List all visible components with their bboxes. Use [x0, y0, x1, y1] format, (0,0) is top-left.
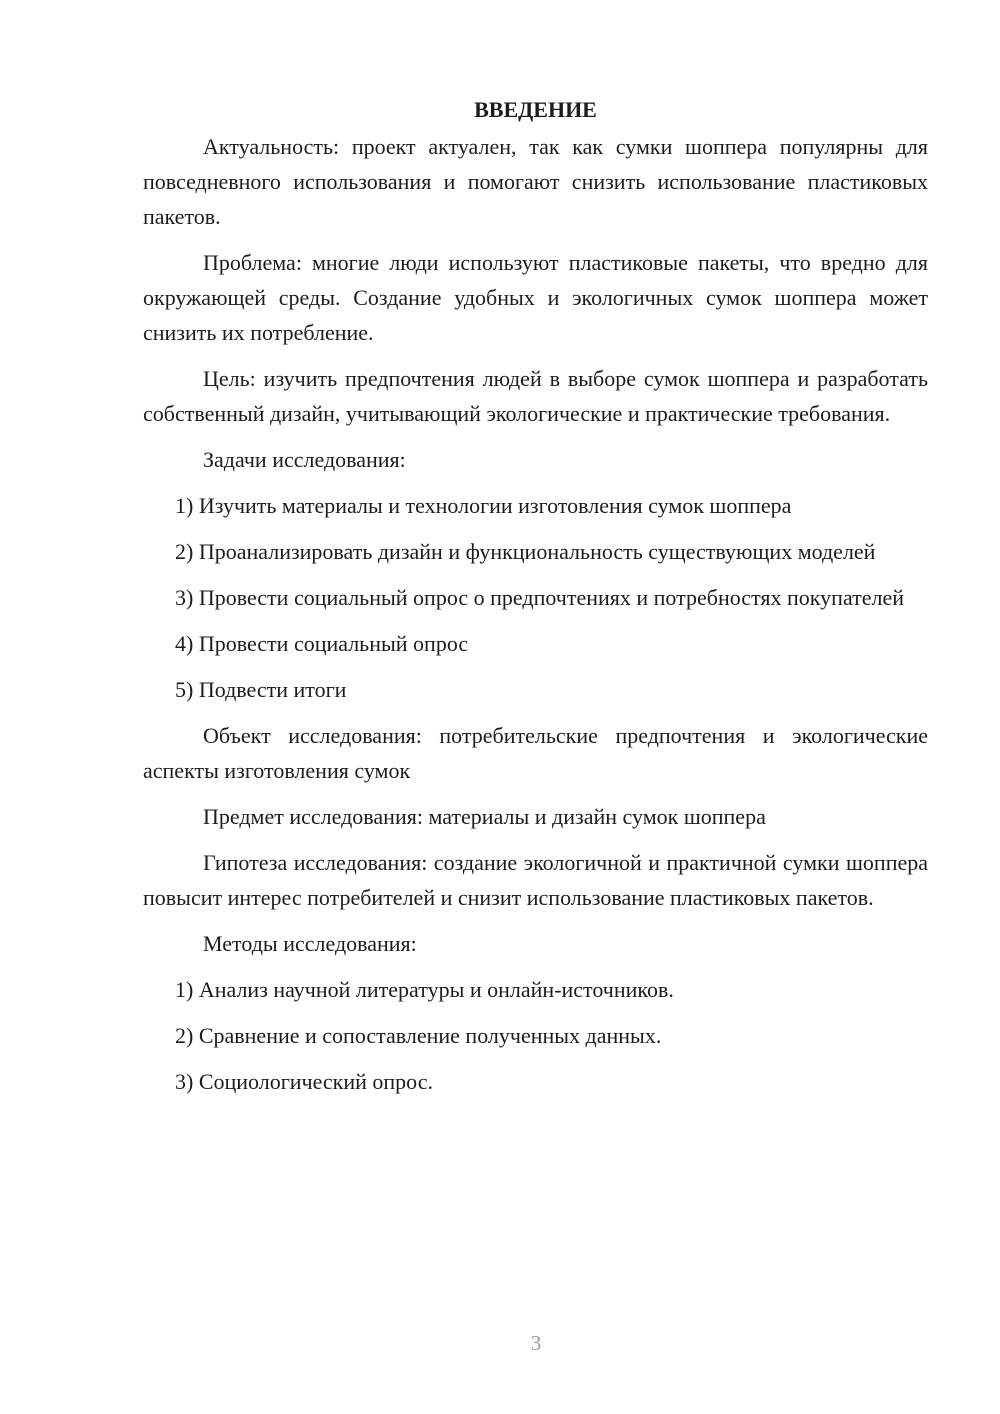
task-item-2: 2) Проанализировать дизайн и функциональность существующих моделей: [175, 539, 876, 564]
task-item-4: 4) Провести социальный опрос: [175, 631, 469, 656]
methods-heading: Методы исследования:: [203, 931, 417, 956]
task-item-3: 3) Провести социальный опрос о предпочтениях и потребностях покупателей: [175, 585, 905, 610]
subject-paragraph: Предмет исследования: материалы и дизайн сумок шоппера: [203, 804, 766, 829]
task-item-1: 1) Изучить материалы и технологии изготовления сумок шоппера: [175, 493, 792, 518]
hypothesis-paragraph: Гипотеза исследования: создание экологичной и практичной сумки шоппера повысит интерес потребителей и снизит использование пластиковых пакетов.: [143, 850, 928, 910]
object-paragraph: Объект исследования: потребительские предпочтения и экологические аспекты изготовления сумок: [143, 723, 928, 783]
relevance-paragraph: Актуальность: проект актуален, так как сумки шоппера популярны для повседневного использования и помогают снизить использование пластиковых пакетов.: [143, 134, 928, 229]
method-item-3: 3) Социологический опрос.: [175, 1069, 433, 1094]
task-item-5: 5) Подвести итоги: [175, 677, 347, 702]
method-item-1: 1) Анализ научной литературы и онлайн-источников.: [175, 977, 674, 1002]
document-body: [143, 92, 928, 1110]
method-item-2: 2) Сравнение и сопоставление полученных данных.: [175, 1023, 662, 1048]
page-number: 3: [530, 1331, 542, 1355]
tasks-heading: Задачи исследования:: [203, 447, 406, 472]
goal-paragraph: Цель: изучить предпочтения людей в выборе сумок шоппера и разработать собственный дизайн, учитывающий экологические и практические требования.: [143, 366, 928, 426]
page-title: ВВЕДЕНИЕ: [474, 97, 597, 122]
problem-paragraph: Проблема: многие люди используют пластиковые пакеты, что вредно для окружающей среды. Создание удобных и экологичных сумок шоппера может снизить их потребление.: [143, 250, 928, 345]
